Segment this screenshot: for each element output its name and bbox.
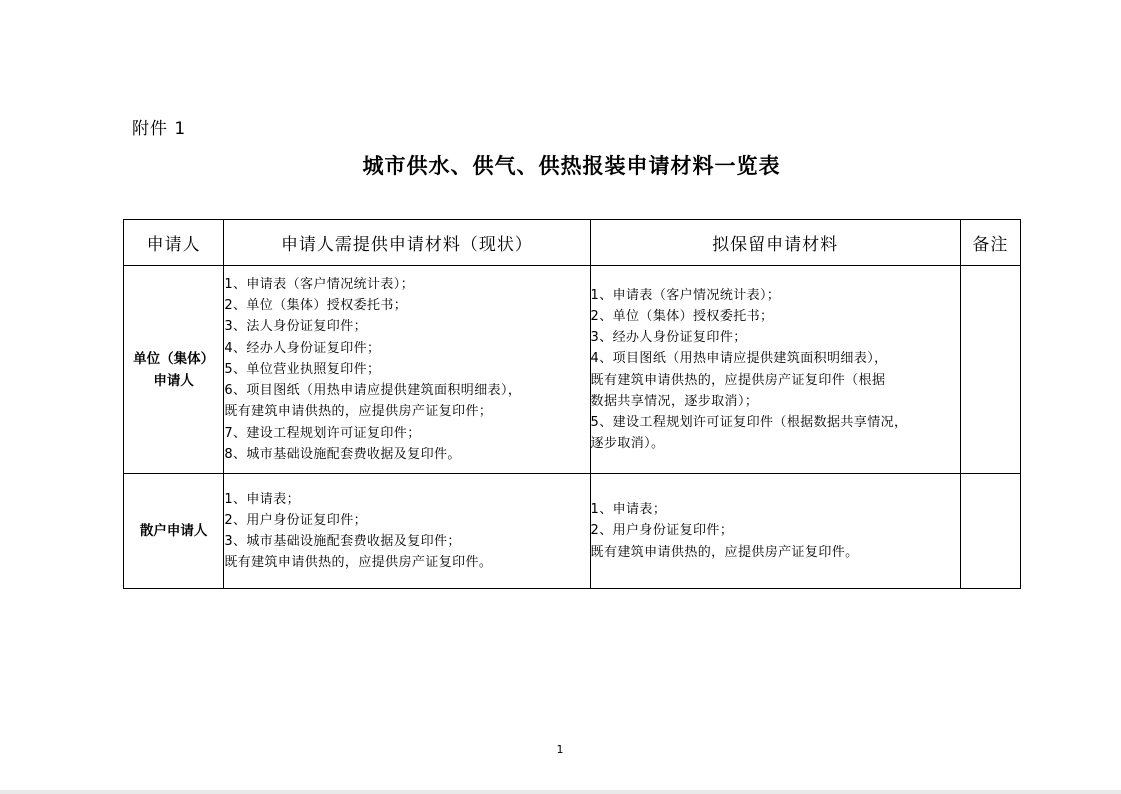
materials-table xyxy=(123,219,1021,589)
material-item: 1、申请表（客户情况统计表）； xyxy=(224,277,415,293)
material-item: 4、项目图纸（用热申请应提供建筑面积明细表）， xyxy=(590,351,888,367)
header-applicant: 申请人 xyxy=(124,220,224,266)
table-row-individual-applicant xyxy=(124,474,1021,589)
material-item: 既有建筑申请供热的，应提供房产证复印件。 xyxy=(224,555,493,571)
material-item: 4、经办人身份证复印件； xyxy=(224,340,381,356)
material-item: 7、建设工程规划许可证复印件； xyxy=(224,425,421,441)
material-item: 2、单位（集体）授权委托书； xyxy=(224,298,408,314)
material-item: 1、申请表； xyxy=(590,502,667,518)
material-item: 既有建筑申请供热的，应提供房产证复印件。 xyxy=(590,544,859,560)
material-item: 2、单位（集体）授权委托书； xyxy=(590,308,774,324)
material-item: 2、用户身份证复印件； xyxy=(224,512,367,528)
applicant-label-line: 申请人 xyxy=(153,372,194,389)
page-number: 1 xyxy=(556,743,564,756)
material-item: 逐步取消）。 xyxy=(590,436,665,452)
remarks-cell xyxy=(960,474,1020,589)
applicant-label-line: 单位（集体） xyxy=(133,350,215,367)
material-item: 既有建筑申请供热的，应提供房产证复印件； xyxy=(224,404,493,420)
proposed-materials-cell xyxy=(590,474,960,589)
material-item: 数据共享情况，逐步取消）； xyxy=(590,393,759,409)
material-item: 8、城市基础设施配套费收据及复印件。 xyxy=(224,446,461,462)
applicant-label-line: 散户申请人 xyxy=(139,523,208,539)
material-item: 1、申请表； xyxy=(224,491,300,507)
applicant-cell xyxy=(124,266,224,474)
remarks-cell xyxy=(960,266,1020,474)
table-row-unit-applicant xyxy=(124,266,1021,474)
material-item: 6、项目图纸（用热申请应提供建筑面积明细表）， xyxy=(224,383,522,399)
material-item: 1、申请表（客户情况统计表）； xyxy=(590,287,781,303)
header-proposed-materials: 拟保留申请材料 xyxy=(590,220,960,266)
current-materials-cell xyxy=(224,266,590,474)
material-item: 2、用户身份证复印件； xyxy=(590,523,734,539)
document-title: 城市供水、供气、供热报装申请材料一览表 xyxy=(362,154,781,178)
header-current-materials: 申请人需提供申请材料（现状） xyxy=(224,220,590,266)
material-item: 既有建筑申请供热的，应提供房产证复印件（根据 xyxy=(590,372,886,388)
header-remarks: 备注 xyxy=(960,220,1020,266)
material-item: 3、城市基础设施配套费收据及复印件； xyxy=(224,534,461,549)
applicant-cell xyxy=(124,474,224,589)
table-header-row xyxy=(124,220,1021,266)
material-item: 3、法人身份证复印件； xyxy=(224,319,367,335)
page-bottom-edge xyxy=(0,790,1121,794)
current-materials-cell xyxy=(224,474,590,589)
material-item: 5、单位营业执照复印件； xyxy=(224,361,381,377)
proposed-materials-cell xyxy=(590,266,960,474)
attachment-label: 附件 1 xyxy=(132,119,187,139)
material-item: 5、建设工程规划许可证复印件（根据数据共享情况， xyxy=(590,414,908,430)
material-item: 3、经办人身份证复印件； xyxy=(590,330,747,346)
